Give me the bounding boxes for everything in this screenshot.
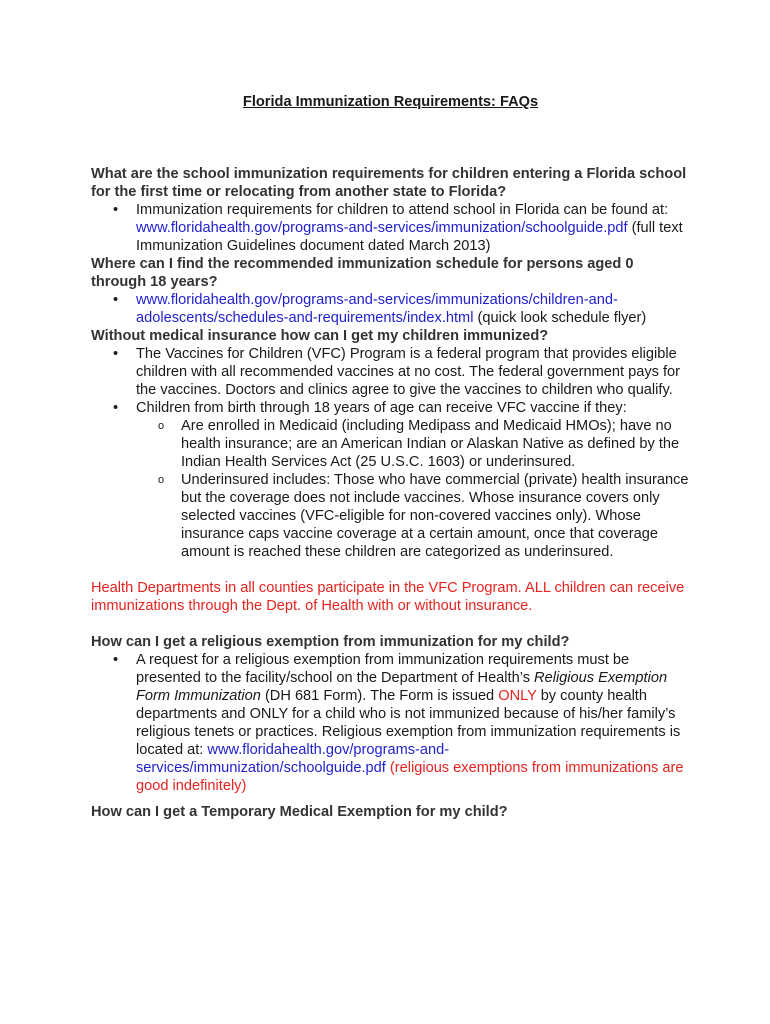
form-name: Religious Exemption Form Immunization bbox=[136, 670, 668, 704]
list-item bbox=[91, 651, 690, 795]
indefinite-note: (religious exemptions from immunizations are good indefinitely) bbox=[136, 760, 684, 794]
question-no-insurance: Without medical insurance how can I get my children immunized? bbox=[91, 328, 549, 344]
answer-text: (quick look schedule flyer) bbox=[473, 310, 647, 326]
answer-text: Children from birth through 18 years of age can receive VFC vaccine if they: bbox=[136, 400, 627, 416]
answer-list-2 bbox=[91, 291, 690, 327]
answer-text: (DH 681 Form). The Form is issued bbox=[260, 688, 499, 704]
sub-list-item: o Underinsured includes: Those who have commercial (private) health insurance but the coverage does not include vaccines. Whose insurance covers only selected vaccines (VFC-eligible for non-covered vaccines only). Whose insurance caps vaccine coverage at a certain amount, once that coverage amount is reached these children are categorized as underinsured. bbox=[136, 471, 690, 561]
schedule-link[interactable]: www.floridahealth.gov/programs-and-services/immunizations/children-and-adolescents/schedules-and-requirements/index.html bbox=[136, 292, 618, 326]
question-schedule: Where can I find the recommended immunization schedule for persons aged 0 through 18 years? bbox=[91, 256, 634, 290]
question-medical-exemption: How can I get a Temporary Medical Exemption for my child? bbox=[91, 804, 508, 820]
religious-exemption-link[interactable]: www.floridahealth.gov/programs-and-services/immunization/schoolguide.pdf bbox=[136, 742, 450, 776]
list-item bbox=[91, 291, 690, 327]
document-title: Florida Immunization Requirements: FAQs bbox=[242, 94, 539, 110]
vfc-notice: Health Departments in all counties participate in the VFC Program. ALL children can receive immunizations through the Dept. of Health with or without insurance. bbox=[91, 580, 685, 614]
only-emphasis: ONLY bbox=[498, 688, 537, 704]
list-item: • The Vaccines for Children (VFC) Program is a federal program that provides eligible children with all recommended vaccines at no cost. The federal government pays for the vaccines. Doctors and clinics agree to give the vaccines to children who qualify. bbox=[91, 345, 690, 399]
sub-list bbox=[136, 417, 690, 561]
question-school-requirements: What are the school immunization requirements for children entering a Florida school for the first time or relocating from another state to Florida? bbox=[91, 166, 687, 200]
answer-list-3 bbox=[91, 345, 690, 561]
answer-text: (full text Immunization Guidelines document dated March 2013) bbox=[136, 220, 683, 254]
sub-list-item: o Are enrolled in Medicaid (including Medipass and Medicaid HMOs); have no health insurance; are an American Indian or Alaskan Native as defined by the Indian Health Services Act (25 U.S.C. 1603) or underinsured. bbox=[136, 417, 690, 471]
answer-text: Immunization requirements for children to attend school in Florida can be found at: bbox=[136, 202, 669, 218]
answer-list-1 bbox=[91, 201, 690, 255]
schoolguide-link[interactable]: www.floridahealth.gov/programs-and-services/immunization/schoolguide.pdf bbox=[136, 220, 628, 236]
question-religious-exemption: How can I get a religious exemption from immunization for my child? bbox=[91, 634, 570, 650]
answer-text: by county health departments and ONLY for a child who is not immunized because of his/her family’s religious tenets or practices. Religious exemption from immunization requirements is located at: bbox=[136, 688, 681, 758]
answer-list-4 bbox=[91, 651, 690, 795]
answer-text: A request for a religious exemption from immunization requirements must be presented to the facility/school on the Department of Health’s bbox=[136, 652, 630, 686]
list-item bbox=[91, 201, 690, 255]
list-item bbox=[91, 399, 690, 561]
